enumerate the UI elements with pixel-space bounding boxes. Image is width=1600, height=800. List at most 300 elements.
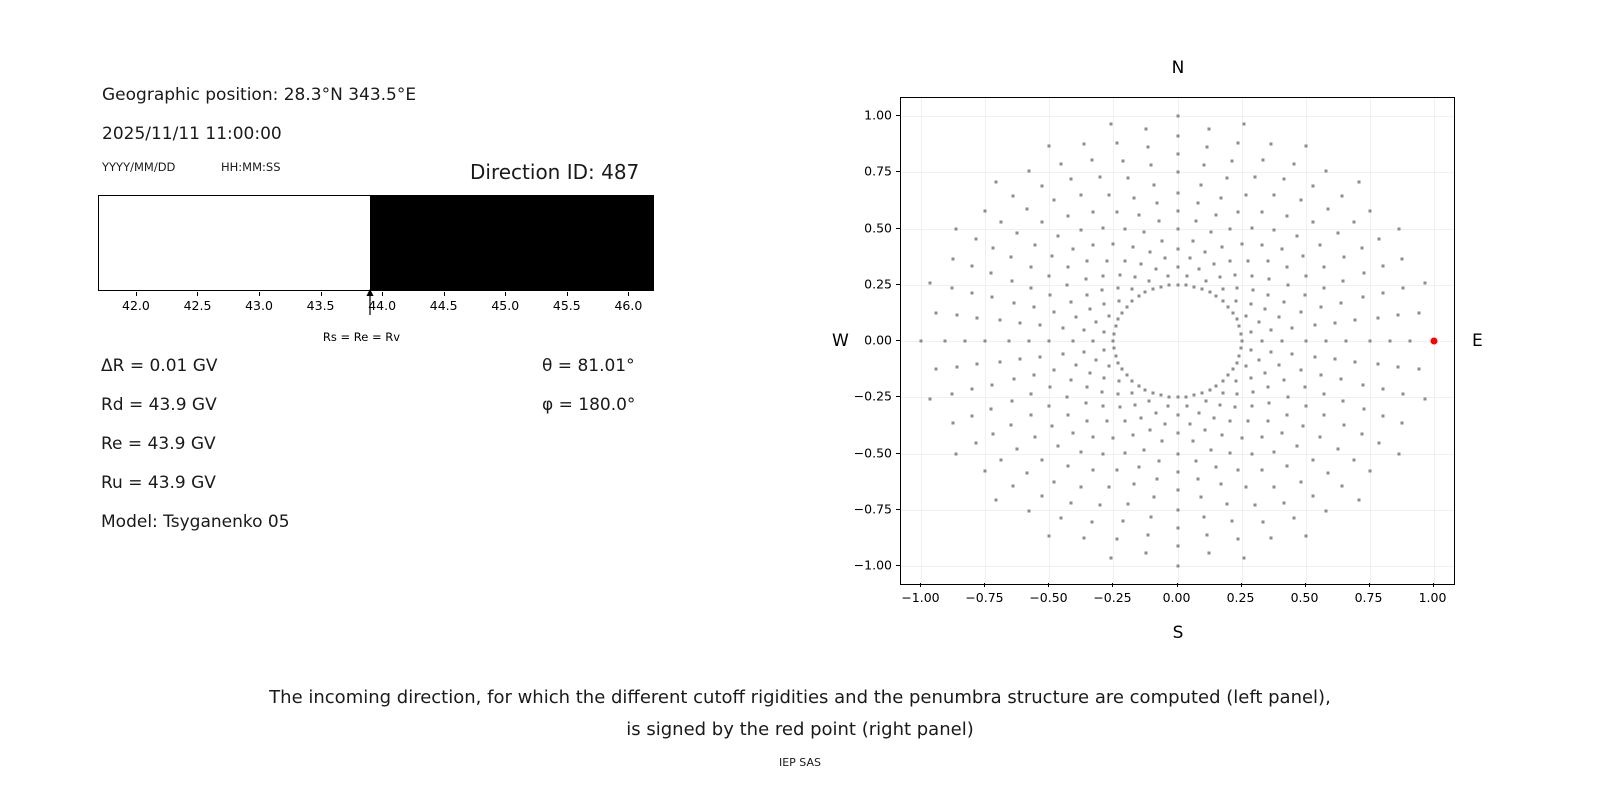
direction-point bbox=[1237, 468, 1240, 471]
direction-point bbox=[1220, 196, 1223, 199]
direction-point bbox=[1218, 404, 1221, 407]
direction-point bbox=[1033, 306, 1036, 309]
direction-point bbox=[1215, 384, 1218, 387]
direction-point bbox=[1132, 196, 1135, 199]
sky-map-y-tick bbox=[896, 228, 900, 229]
direction-point bbox=[1134, 404, 1137, 407]
direction-point bbox=[1361, 296, 1364, 299]
direction-point bbox=[1212, 263, 1215, 266]
direction-point bbox=[1398, 452, 1401, 455]
direction-point bbox=[1112, 242, 1115, 245]
penumbra-x-tick bbox=[567, 292, 568, 296]
direction-point bbox=[1258, 320, 1261, 323]
direction-point bbox=[1234, 273, 1237, 276]
direction-point bbox=[1121, 311, 1124, 314]
direction-point bbox=[1176, 508, 1179, 511]
direction-point bbox=[1099, 175, 1102, 178]
direction-point bbox=[989, 408, 992, 411]
direction-point bbox=[1184, 284, 1187, 287]
direction-point bbox=[1092, 243, 1095, 246]
compass-east-label: E bbox=[1472, 331, 1483, 351]
direction-point bbox=[1267, 260, 1270, 263]
direction-point bbox=[1423, 281, 1426, 284]
direction-point bbox=[1062, 326, 1065, 329]
direction-point bbox=[1194, 219, 1197, 222]
sky-map-x-ticklabel: 0.50 bbox=[1290, 590, 1319, 605]
direction-point bbox=[1123, 452, 1126, 455]
direction-point bbox=[1070, 378, 1073, 381]
direction-point bbox=[1336, 448, 1339, 451]
direction-point bbox=[1401, 287, 1404, 290]
direction-point bbox=[1272, 486, 1275, 489]
penumbra-x-ticklabel: 42.5 bbox=[183, 298, 212, 313]
direction-point bbox=[1227, 305, 1230, 308]
direction-point bbox=[1124, 419, 1127, 422]
sky-map-x-tick bbox=[984, 583, 985, 587]
direction-point bbox=[1312, 184, 1315, 187]
direction-point bbox=[1103, 377, 1106, 380]
datetime-text: 2025/11/11 11:00:00 bbox=[102, 124, 282, 144]
direction-point bbox=[1235, 379, 1238, 382]
direction-point bbox=[1238, 354, 1241, 357]
direction-point bbox=[1378, 237, 1381, 240]
direction-point bbox=[1102, 453, 1105, 456]
direction-point bbox=[1028, 340, 1031, 343]
direction-point bbox=[1067, 215, 1070, 218]
direction-point bbox=[1121, 159, 1124, 162]
direction-point bbox=[1203, 250, 1206, 253]
direction-point bbox=[1107, 194, 1110, 197]
left-panel bbox=[0, 0, 760, 640]
direction-point bbox=[954, 452, 957, 455]
direction-point bbox=[1235, 300, 1238, 303]
direction-point bbox=[971, 291, 974, 294]
direction-point bbox=[951, 258, 954, 261]
sky-map-x-ticklabel: 1.00 bbox=[1418, 590, 1447, 605]
direction-point bbox=[1228, 419, 1231, 422]
direction-point bbox=[1188, 422, 1191, 425]
direction-point bbox=[1214, 213, 1217, 216]
param-re: Re = 43.9 GV bbox=[101, 434, 216, 454]
direction-point bbox=[1150, 163, 1153, 166]
direction-point bbox=[1131, 379, 1134, 382]
direction-point bbox=[1113, 332, 1116, 335]
direction-point bbox=[1080, 486, 1083, 489]
sky-map-y-ticklabel: 0.50 bbox=[864, 220, 892, 235]
direction-point bbox=[1236, 537, 1239, 540]
direction-point bbox=[1339, 301, 1342, 304]
sky-map-x-ticklabel: 0.75 bbox=[1354, 590, 1383, 605]
direction-point bbox=[983, 209, 986, 212]
direction-point bbox=[1285, 215, 1288, 218]
figure-caption bbox=[0, 682, 1600, 747]
direction-point bbox=[1166, 404, 1169, 407]
time-format-label: HH:MM:SS bbox=[221, 160, 281, 174]
direction-point bbox=[1029, 393, 1032, 396]
direction-point bbox=[1034, 435, 1037, 438]
direction-point bbox=[1153, 496, 1156, 499]
direction-point bbox=[1131, 288, 1134, 291]
direction-point bbox=[1229, 227, 1232, 230]
direction-point bbox=[1040, 495, 1043, 498]
direction-point bbox=[1176, 153, 1179, 156]
direction-point bbox=[1052, 310, 1055, 313]
direction-point bbox=[1388, 340, 1391, 343]
direction-point bbox=[951, 287, 954, 290]
direction-point bbox=[1117, 379, 1120, 382]
direction-point bbox=[1236, 287, 1239, 290]
direction-point bbox=[1079, 229, 1082, 232]
direction-point bbox=[1176, 526, 1179, 529]
direction-point bbox=[1123, 227, 1126, 230]
direction-point bbox=[1282, 378, 1285, 381]
sky-map-x-ticklabel: −1.00 bbox=[901, 590, 940, 605]
direction-point bbox=[1112, 340, 1115, 343]
direction-point bbox=[991, 383, 994, 386]
direction-point bbox=[1101, 390, 1104, 393]
direction-point bbox=[1197, 478, 1200, 481]
direction-point bbox=[1065, 396, 1068, 399]
direction-point bbox=[1191, 440, 1194, 443]
direction-point bbox=[1324, 340, 1327, 343]
direction-point bbox=[1092, 340, 1095, 343]
sky-map-y-tick bbox=[896, 509, 900, 510]
direction-point bbox=[1134, 275, 1137, 278]
sky-map-y-ticklabel: −0.25 bbox=[853, 388, 892, 404]
direction-point bbox=[920, 340, 923, 343]
direction-point bbox=[1176, 265, 1179, 268]
direction-point bbox=[1071, 432, 1074, 435]
direction-point bbox=[1033, 373, 1036, 376]
direction-point bbox=[1112, 437, 1115, 440]
direction-point bbox=[991, 296, 994, 299]
penumbra-x-tick bbox=[628, 292, 629, 296]
direction-point bbox=[1218, 275, 1221, 278]
rs-marker-arrow-icon bbox=[364, 289, 376, 315]
sky-map-x-ticklabel: −0.50 bbox=[1029, 590, 1068, 605]
direction-point bbox=[1079, 450, 1082, 453]
direction-point bbox=[1249, 302, 1252, 305]
direction-point bbox=[1290, 353, 1293, 356]
direction-point bbox=[1250, 226, 1253, 229]
direction-point bbox=[1066, 413, 1069, 416]
direction-point bbox=[1240, 437, 1243, 440]
direction-point bbox=[1319, 373, 1322, 376]
direction-point bbox=[1106, 259, 1109, 262]
sky-map-y-tick bbox=[896, 115, 900, 116]
direction-point bbox=[1125, 374, 1128, 377]
direction-sky-map-plot bbox=[900, 97, 1455, 585]
penumbra-x-tick bbox=[505, 292, 506, 296]
direction-point bbox=[1028, 509, 1031, 512]
direction-point bbox=[1132, 483, 1135, 486]
direction-point bbox=[1186, 404, 1189, 407]
direction-point bbox=[1270, 329, 1273, 332]
direction-point bbox=[1137, 384, 1140, 387]
param-delta-r: ΔR = 0.01 GV bbox=[101, 356, 218, 376]
sky-map-x-tick bbox=[1433, 583, 1434, 587]
direction-point bbox=[1277, 316, 1280, 319]
direction-point bbox=[1235, 361, 1238, 364]
direction-point bbox=[1261, 520, 1264, 523]
direction-point bbox=[935, 367, 938, 370]
direction-point bbox=[971, 388, 974, 391]
direction-point bbox=[1155, 201, 1158, 204]
direction-point bbox=[1245, 315, 1248, 318]
direction-point bbox=[1333, 321, 1336, 324]
direction-point bbox=[1030, 265, 1033, 268]
direction-point bbox=[1115, 468, 1118, 471]
direction-point bbox=[1286, 413, 1289, 416]
direction-point bbox=[1221, 288, 1224, 291]
direction-point bbox=[984, 340, 987, 343]
direction-point bbox=[1197, 201, 1200, 204]
direction-point bbox=[1214, 466, 1217, 469]
direction-point bbox=[1057, 234, 1060, 237]
direction-point bbox=[1147, 534, 1150, 537]
direction-point bbox=[1253, 175, 1256, 178]
direction-point bbox=[998, 319, 1001, 322]
direction-point bbox=[1067, 464, 1070, 467]
direction-point bbox=[1208, 291, 1211, 294]
direction-point bbox=[1363, 271, 1366, 274]
direction-point bbox=[1176, 565, 1179, 568]
direction-point bbox=[1345, 340, 1348, 343]
direction-point bbox=[1229, 452, 1232, 455]
direction-point bbox=[1382, 265, 1385, 268]
direction-point bbox=[1237, 211, 1240, 214]
direction-point bbox=[1260, 340, 1263, 343]
direction-point bbox=[1333, 358, 1336, 361]
direction-point bbox=[1052, 369, 1055, 372]
direction-point bbox=[1153, 183, 1156, 186]
direction-point bbox=[1212, 416, 1215, 419]
direction-point bbox=[1202, 516, 1205, 519]
direction-point bbox=[1159, 285, 1162, 288]
direction-point bbox=[1124, 260, 1127, 263]
direction-point bbox=[929, 398, 932, 401]
direction-point bbox=[1053, 198, 1056, 201]
direction-point bbox=[1066, 266, 1069, 269]
direction-point bbox=[1290, 326, 1293, 329]
direction-point bbox=[1118, 273, 1121, 276]
penumbra-x-tick bbox=[321, 292, 322, 296]
direction-point bbox=[1227, 374, 1230, 377]
direction-point bbox=[1204, 400, 1207, 403]
direction-point bbox=[1312, 459, 1315, 462]
direction-point bbox=[1080, 193, 1083, 196]
penumbra-allowed-band bbox=[99, 196, 370, 290]
direction-point bbox=[1143, 448, 1146, 451]
direction-point bbox=[1292, 517, 1295, 520]
direction-point bbox=[1083, 142, 1086, 145]
direction-point bbox=[1360, 246, 1363, 249]
direction-point bbox=[1050, 255, 1053, 258]
direction-point bbox=[1363, 408, 1366, 411]
direction-point bbox=[1060, 517, 1063, 520]
direction-point bbox=[1368, 340, 1371, 343]
direction-point bbox=[1088, 308, 1091, 311]
direction-point bbox=[1378, 442, 1381, 445]
direction-point bbox=[955, 314, 958, 317]
direction-point bbox=[1040, 220, 1043, 223]
direction-point bbox=[1158, 219, 1161, 222]
direction-point bbox=[1176, 247, 1179, 250]
direction-point bbox=[1047, 274, 1050, 277]
direction-point bbox=[1191, 239, 1194, 242]
direction-point bbox=[1102, 331, 1105, 334]
direction-point bbox=[1267, 278, 1270, 281]
direction-point bbox=[1075, 316, 1078, 319]
direction-point bbox=[1176, 135, 1179, 138]
direction-point bbox=[1088, 371, 1091, 374]
direction-point bbox=[1239, 347, 1242, 350]
direction-point bbox=[999, 459, 1002, 462]
sky-map-y-tick bbox=[896, 171, 900, 172]
direction-point bbox=[1273, 450, 1276, 453]
direction-point bbox=[1143, 231, 1146, 234]
compass-north-label: N bbox=[1171, 58, 1185, 78]
direction-point bbox=[1048, 293, 1051, 296]
direction-point bbox=[1164, 257, 1167, 260]
direction-point bbox=[1267, 401, 1270, 404]
direction-point bbox=[1040, 459, 1043, 462]
direction-point bbox=[1168, 395, 1171, 398]
direction-point bbox=[1034, 244, 1037, 247]
direction-point bbox=[1208, 128, 1211, 131]
direction-point bbox=[1176, 227, 1179, 230]
direction-point bbox=[1417, 367, 1420, 370]
direction-point bbox=[1102, 226, 1105, 229]
direction-point bbox=[1101, 289, 1104, 292]
direction-point bbox=[1251, 390, 1254, 393]
direction-point bbox=[1341, 484, 1344, 487]
direction-point bbox=[1264, 371, 1267, 374]
sky-map-y-ticklabel: −1.00 bbox=[853, 557, 892, 573]
penumbra-x-ticklabel: 42.0 bbox=[122, 298, 150, 313]
direction-point bbox=[1121, 368, 1124, 371]
direction-point bbox=[1011, 195, 1014, 198]
direction-point bbox=[1353, 220, 1356, 223]
direction-point bbox=[1397, 314, 1400, 317]
direction-point bbox=[1161, 239, 1164, 242]
direction-point bbox=[1060, 162, 1063, 165]
direction-point bbox=[1070, 301, 1073, 304]
direction-point bbox=[1194, 460, 1197, 463]
direction-point bbox=[1085, 419, 1088, 422]
direction-point bbox=[1231, 368, 1234, 371]
direction-point bbox=[1188, 257, 1191, 260]
direction-point bbox=[975, 316, 978, 319]
penumbra-x-ticklabel: 45.0 bbox=[491, 298, 520, 313]
caption-line-1: The incoming direction, for which the different cutoff rigidities and the penumbra structure are computed (left panel), bbox=[269, 687, 1331, 708]
direction-point bbox=[1094, 320, 1097, 323]
direction-point bbox=[1322, 265, 1325, 268]
direction-point bbox=[1176, 432, 1179, 435]
direction-point bbox=[1285, 464, 1288, 467]
direction-point bbox=[1319, 306, 1322, 309]
direction-point bbox=[1305, 274, 1308, 277]
direction-point bbox=[1062, 353, 1065, 356]
direction-point bbox=[1234, 406, 1237, 409]
direction-point bbox=[1148, 400, 1151, 403]
penumbra-x-ticklabel: 44.0 bbox=[368, 298, 397, 313]
direction-point bbox=[1048, 386, 1051, 389]
direction-point bbox=[1013, 378, 1016, 381]
direction-point bbox=[1164, 422, 1167, 425]
direction-point bbox=[1231, 311, 1234, 314]
direction-point bbox=[1083, 537, 1086, 540]
direction-point bbox=[1401, 421, 1404, 424]
direction-point bbox=[1260, 243, 1263, 246]
sky-map-x-tick bbox=[1369, 583, 1370, 587]
direction-point bbox=[1010, 400, 1013, 403]
sky-map-y-tick bbox=[896, 565, 900, 566]
direction-point bbox=[1193, 285, 1196, 288]
direction-point bbox=[1110, 122, 1113, 125]
sky-map-y-tick bbox=[896, 396, 900, 397]
direction-point bbox=[1369, 209, 1372, 212]
direction-point bbox=[1019, 358, 1022, 361]
sky-map-y-ticklabel: 0.00 bbox=[864, 332, 892, 348]
direction-point bbox=[1220, 483, 1223, 486]
direction-point bbox=[1336, 231, 1339, 234]
sky-map-y-ticklabel: 0.75 bbox=[864, 163, 892, 179]
direction-point bbox=[1409, 340, 1412, 343]
direction-point bbox=[1091, 159, 1094, 162]
direction-point bbox=[1144, 291, 1147, 294]
direction-point bbox=[1339, 378, 1342, 381]
direction-point bbox=[1117, 361, 1120, 364]
penumbra-x-tick bbox=[136, 292, 137, 296]
direction-point bbox=[1258, 359, 1261, 362]
penumbra-x-ticklabel: 45.5 bbox=[552, 298, 581, 313]
direction-point bbox=[1176, 414, 1179, 417]
compass-south-label: S bbox=[1172, 623, 1184, 643]
direction-point bbox=[970, 265, 973, 268]
direction-point bbox=[1269, 537, 1272, 540]
direction-point bbox=[1295, 234, 1298, 237]
direction-point bbox=[955, 365, 958, 368]
sky-map-y-tick bbox=[896, 453, 900, 454]
direction-point bbox=[1236, 142, 1239, 145]
sky-map-y-ticklabel: 1.00 bbox=[864, 107, 892, 123]
direction-point bbox=[935, 312, 938, 315]
direction-point bbox=[1398, 227, 1401, 230]
direction-point bbox=[1342, 424, 1345, 427]
direction-point bbox=[1322, 414, 1325, 417]
direction-point bbox=[974, 442, 977, 445]
direction-point bbox=[1253, 504, 1256, 507]
direction-point bbox=[992, 433, 995, 436]
direction-point bbox=[1299, 198, 1302, 201]
direction-point bbox=[1205, 145, 1208, 148]
direction-point bbox=[1204, 279, 1207, 282]
penumbra-x-tick bbox=[197, 292, 198, 296]
direction-point bbox=[1200, 288, 1203, 291]
direction-point bbox=[964, 340, 967, 343]
rs-axis-label: Rs = Re = Rv bbox=[322, 330, 401, 344]
direction-point bbox=[1102, 405, 1105, 408]
direction-point bbox=[1176, 452, 1179, 455]
direction-point bbox=[1019, 321, 1022, 324]
direction-point bbox=[1140, 416, 1143, 419]
direction-point bbox=[1250, 348, 1253, 351]
direction-point bbox=[1149, 250, 1152, 253]
direction-point bbox=[1401, 392, 1404, 395]
direction-point bbox=[1085, 386, 1088, 389]
direction-point bbox=[1138, 213, 1141, 216]
